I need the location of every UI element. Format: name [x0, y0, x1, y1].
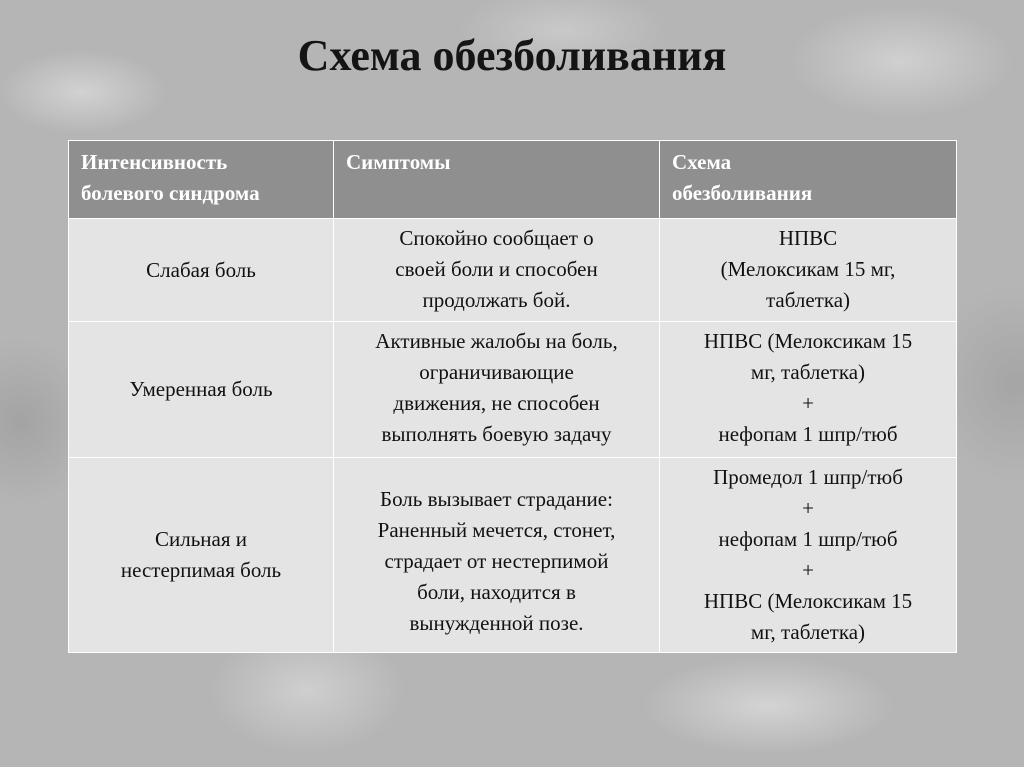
- cell-symptoms: Активные жалобы на боль, ограничивающие движения, не способен выполнять боевую задачу: [334, 322, 660, 458]
- table-header-row: [69, 141, 957, 219]
- cell-intensity: Слабая боль: [69, 219, 334, 322]
- pain-scheme-table: [68, 140, 957, 653]
- slide-title: Схема обезболивания: [297, 31, 727, 80]
- cell-symptoms: Боль вызывает страдание: Раненный мечется, стонет, страдает от нестерпимой боли, находится в вынужденной позе.: [334, 458, 660, 653]
- header-scheme: Схема обезболивания: [660, 141, 957, 219]
- cell-scheme: НПВС (Мелоксикам 15 мг, таблетка) + нефопам 1 шпр/тюб: [660, 322, 957, 458]
- cell-intensity: Умеренная боль: [69, 322, 334, 458]
- cell-scheme: НПВС (Мелоксикам 15 мг, таблетка): [660, 219, 957, 322]
- cell-intensity: Сильная и нестерпимая боль: [69, 458, 334, 653]
- table-row-moderate: [69, 322, 957, 458]
- header-symptoms: Симптомы: [334, 141, 660, 219]
- cell-symptoms: Спокойно сообщает о своей боли и способен продолжать бой.: [334, 219, 660, 322]
- table-row-severe: [69, 458, 957, 653]
- cell-scheme: Промедол 1 шпр/тюб + нефопам 1 шпр/тюб + НПВС (Мелоксикам 15 мг, таблетка): [660, 458, 957, 653]
- table-row-mild: [69, 219, 957, 322]
- header-intensity: Интенсивность болевого синдрома: [69, 141, 334, 219]
